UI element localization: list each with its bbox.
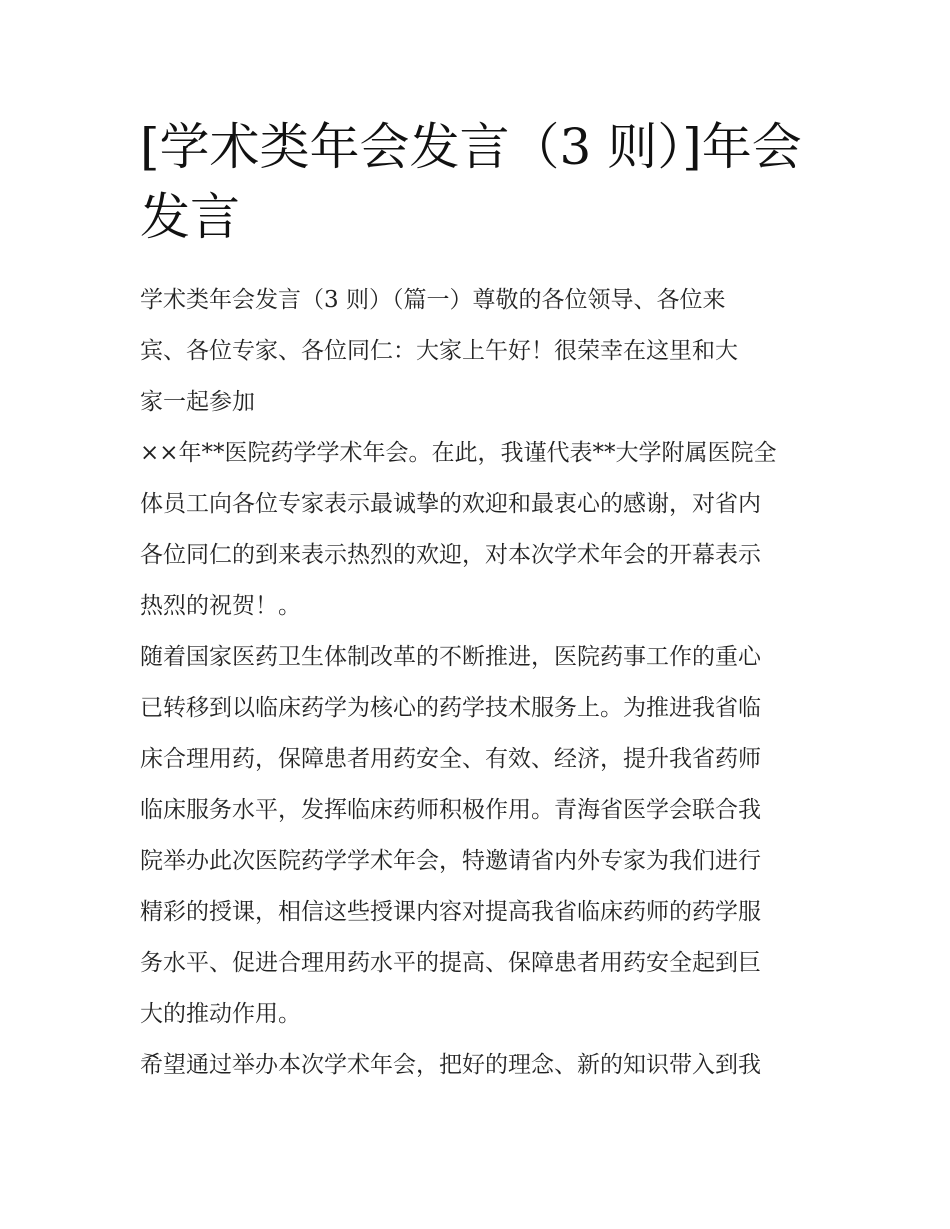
- body-line: 精彩的授课，相信这些授课内容对提高我省临床药师的药学服: [140, 899, 761, 925]
- body-line: 院举办此次医院药学学术年会，特邀请省内外专家为我们进行: [140, 848, 761, 874]
- body-line: 务水平、促进合理用药水平的提高、保障患者用药安全起到巨: [140, 950, 761, 976]
- document-body: [140, 285, 820, 1101]
- body-line: 大的推动作用。: [140, 1001, 301, 1027]
- document-title: [140, 112, 840, 252]
- body-line: 学术类年会发言（3 则）（篇一）尊敬的各位领导、各位来: [140, 287, 726, 313]
- body-line: 已转移到以临床药学为核心的药学技术服务上。为推进我省临: [140, 695, 761, 721]
- title-line-2: 发言: [140, 188, 240, 246]
- body-line: 床合理用药，保障患者用药安全、有效、经济，提升我省药师: [140, 746, 761, 772]
- body-line: 体员工向各位专家表示最诚挚的欢迎和最衷心的感谢，对省内: [140, 491, 761, 517]
- body-line: 临床服务水平，发挥临床药师积极作用。青海省医学会联合我: [140, 797, 761, 823]
- body-line: 各位同仁的到来表示热烈的欢迎，对本次学术年会的开幕表示: [140, 542, 761, 568]
- title-line-1: [学术类年会发言（3 则）]年会: [140, 118, 802, 176]
- body-line: ××年**医院药学学术年会。在此，我谨代表**大学附属医院全: [140, 440, 777, 466]
- body-line: 家一起参加: [140, 389, 255, 415]
- body-line: 希望通过举办本次学术年会，把好的理念、新的知识带入到我: [140, 1052, 761, 1078]
- body-line: 宾、各位专家、各位同仁：大家上午好！很荣幸在这里和大: [140, 338, 738, 364]
- body-line: 随着国家医药卫生体制改革的不断推进，医院药事工作的重心: [140, 644, 761, 670]
- body-line: 热烈的祝贺！。: [140, 593, 301, 619]
